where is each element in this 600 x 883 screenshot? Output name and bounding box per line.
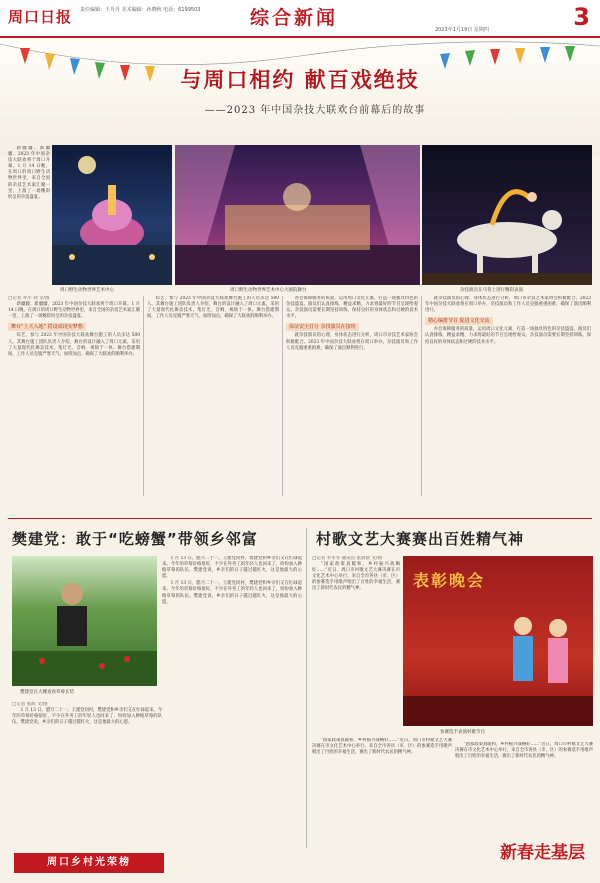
photo-night-caption: 周口野生动物世界艺术中心 (60, 288, 114, 293)
story2-text-3: 1 月 13 日，腊月二十一。王建党同村，樊建党和乡亲们又在忙碌起来。今年的草莓价格很好，不少在外务工的年轻人也回来了，纷纷加入种植草莓的队伍。樊建党说，乡亲们的日子越过越红火，这是他最大的心愿。 (162, 581, 302, 605)
story3-column-3 (455, 742, 593, 832)
horse-illustration (422, 145, 592, 285)
story2-column-1 (12, 702, 162, 842)
lead-banner (0, 38, 600, 156)
newspaper-logo: 周口日报 (8, 8, 73, 26)
lead-subhead-3: 精心编排节目 促进文化交流 (425, 317, 493, 325)
stage-performers-illustration (403, 556, 593, 726)
night-venue-illustration (52, 145, 172, 285)
story2-text-2: 1 月 13 日，腊月二十一。王建党同村，樊建党和乡亲们又在忙碌起来。今年的草莓价格很好，不少在外务工的年轻人也回来了，纷纷加入种植草莓的队伍。樊建党说，乡亲们的日子越过越红火，这是他最大的心愿。 (162, 556, 302, 580)
story3-headline: 村歌文艺大赛赛出百姓精气神 (316, 530, 525, 548)
lead-subhead-2: 保证安全打分 杂技演员在接班 (286, 323, 359, 331)
masthead (0, 0, 600, 38)
story3-column-2 (312, 738, 452, 848)
story3-text-1: “国家政策真暖和，乡村振兴战略好……”近日，周口市村歌文艺大赛决赛在市文化艺术中心举行。来自全市各县（市、区）的参赛选手用歌声唱出了百姓的幸福生活，赛出了新时代农民的精气神。 (312, 562, 400, 592)
rural-honor-banner: 周口乡村光荣榜 (14, 853, 164, 873)
story2-byline: □记者 张辉 文/图 (12, 702, 48, 707)
story3-text-3: “国家政策真暖和，乡村振兴战略好……”近日，周口市村歌文艺大赛决赛在市文化艺术中心举行。来自全市各县（市、区）的参赛选手用歌声唱出了百姓的幸福生活，赛出了新时代农民的精气神。 (455, 742, 593, 760)
page-number: 3 (573, 3, 590, 31)
lead-intro-text: 新疆疆、新疆疆，2023 年中国杂技大联欢将于周口开幕。1 月 14 日晚，在周口的周口野生动物世界里，来自全国的杂技艺术家汇聚一堂，上演了一场精彩纷呈的杂技盛宴。 (8, 146, 50, 200)
spring-festival-logo: 新春走基层 (500, 843, 585, 863)
lead-intro-column (8, 146, 50, 276)
photo-horse-performance (422, 145, 592, 285)
photo-horse-caption: 杂技演员在马背上进行精彩表演 (460, 288, 523, 293)
photo-strawberry-farmer (12, 556, 157, 686)
lead-column-1 (8, 296, 140, 496)
story2-headline: 樊建党：敢于“吃螃蟹”带领乡邻富 (12, 530, 258, 548)
lead-column-2 (147, 296, 279, 496)
lead-column-4 (425, 296, 591, 496)
lead-subhead-1: 舞台“上天入地” 搭设成现实梦想 (8, 323, 86, 331)
photo-village-song-stage (403, 556, 593, 726)
section-divider (8, 518, 592, 519)
masthead-meta: 责任编辑：王丹丹 美术编辑：孙晓秋 电话：6199503 (80, 7, 201, 13)
farmer-illustration (12, 556, 157, 686)
lead-column-4-text-2: 办会保障服务的质量，运用周口文化元素，打造一场独具特色的杂技盛宴。演员们认真排练，精益求精，力求将最好的节目呈现给观众。杂技演员需要长期坚持训练，保持良好的身体状态和过硬的技术水平。 (425, 327, 591, 345)
lead-column-3-text: 办会保障服务的质量，运用周口文化元素，打造一场独具特色的杂技盛宴。演员们认真排练，精益求精，力求将最好的节目呈现给观众。杂技演员需要长期坚持训练，保持良好的身体状态和过硬的技术水平。 (286, 296, 418, 320)
stage-backdrop-text: 表彰晚会 (413, 571, 486, 590)
photo-stage-caption: 周口野生动物世界艺术中心大剧院舞台 (230, 288, 307, 293)
lead-column-1-text: 新疆疆、新疆疆，2023 年中国杂技大联欢将于周口开幕。1 月 14 日晚，在周口的周口野生动物世界里，来自全国的杂技艺术家汇聚一堂，上演了一场精彩纷呈的杂技盛宴。 (8, 302, 140, 320)
photo-stage (175, 145, 420, 285)
story3-photo-caption: 参赛选手表演村歌节目 (440, 730, 485, 735)
lead-column-3-text-2: 就杂技演员的心理、身体状态进行分析，周口市杂技艺术家协会积极配合。2023 年中国杂技大联欢将在周口举办，杂技演员和工作人员克服重重困难，确保了演出顺利进行。 (286, 333, 418, 351)
photo-night-venue (52, 145, 172, 285)
story2-column-2 (162, 556, 302, 846)
lead-column-4-text: 就杂技演员的心理、身体状态进行分析，周口市杂技艺术家协会积极配合。2023 年中国杂技大联欢将在周口举办，杂技演员和工作人员克服重重困难，确保了演出顺利进行。 (425, 296, 591, 314)
story3-byline: □记者 李冬冬 通讯员 张晨晨 文/图 (312, 556, 382, 561)
lead-headline: 与周口相约 献百戏绝技 (180, 68, 420, 92)
issue-date: 2023年1月19日 星期四 (435, 27, 489, 33)
lead-byline: □记者 乔小 刘 文/图 (8, 296, 50, 301)
lead-column-2-text: 综艺、参与 2023 年中国杂技大联欢舞台施工的人员多达 500 人。其舞台施工团队负责人介绍，舞台的设计融入了周口元素，采用了大量现代化舞美技术，集灯光、音响、视频于一体。舞台搭建期间，工作人员克服严寒天气，加班加点，确保了大联欢的顺利举办。 (147, 296, 279, 320)
story3-text-2: “国家政策真暖和，乡村振兴战略好……”近日，周口市村歌文艺大赛决赛在市文化艺术中心举行。来自全市各县（市、区）的参赛选手用歌声唱出了百姓的幸福生活，赛出了新时代农民的精气神。 (312, 738, 452, 756)
story2-text-1: 1 月 13 日，腊月二十一。王建党同村，樊建党和乡亲们又在忙碌起来。今年的草莓价格很好，不少在外务工的年轻人也回来了，纷纷加入种植草莓的队伍。樊建党说，乡亲们的日子越过越红火，这是他最大的心愿。 (12, 708, 162, 726)
lead-subheadline: ——2023 年中国杂技大联欢台前幕后的故事 (204, 105, 426, 116)
story3-column-1 (312, 556, 400, 731)
stage-illustration (175, 145, 420, 285)
lead-column-1-text-2: 综艺、参与 2023 年中国杂技大联欢舞台施工的人员多达 500 人。其舞台施工团队负责人介绍，舞台的设计融入了周口元素，采用了大量现代化舞美技术，集灯光、音响、视频于一体。舞台搭建期间，工作人员克服严寒天气，加班加点，确保了大联欢的顺利举办。 (8, 333, 140, 357)
lead-column-3 (286, 296, 418, 496)
section-title: 综合新闻 (250, 7, 339, 29)
story2-photo-caption: 樊建党在大棚查看草莓长势 (20, 690, 74, 695)
